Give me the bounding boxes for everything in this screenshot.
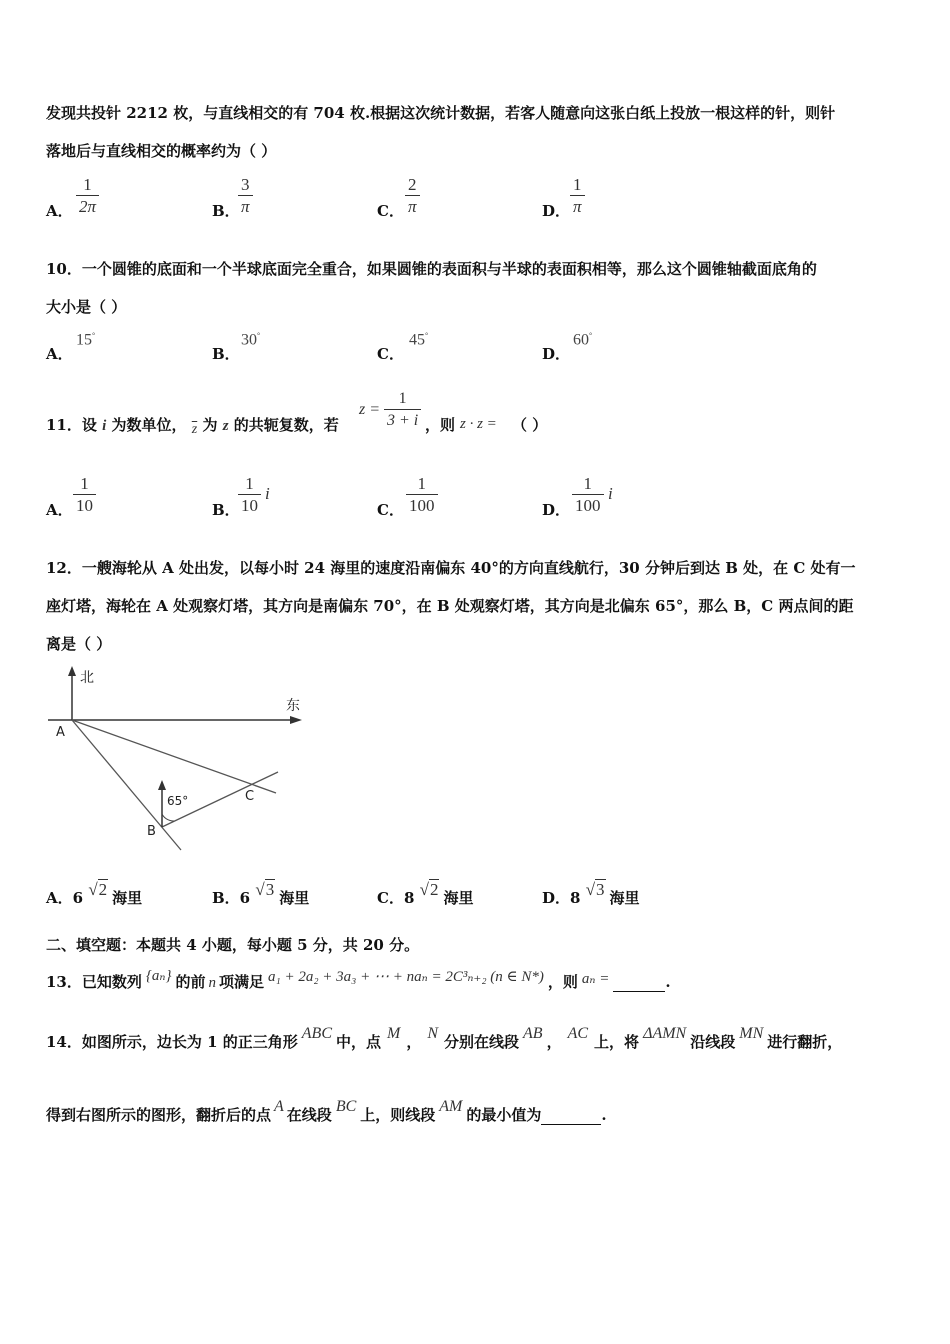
point-c-label: C <box>245 789 255 804</box>
q11-option-b-fraction: $\frac{1}{10}$ <box>238 474 261 517</box>
q9-option-c-label: C． <box>377 202 404 220</box>
sqrt-symbol: √3 <box>255 880 275 899</box>
q11-eq-fraction: $\frac{1}{3 + i}$ <box>384 389 421 432</box>
q11-option-c-fraction: $\frac{1}{100}$ <box>406 474 438 517</box>
q10-option-b-value: 30° <box>241 331 261 349</box>
q11-option-a-fraction: $\frac{1}{10}$ <box>73 474 96 517</box>
q14-answer-blank[interactable] <box>541 1124 601 1125</box>
q12-option-c: C．8 √2 海里 <box>377 880 474 907</box>
east-arrow-icon <box>290 716 302 724</box>
q14-text-line1: 14．如图所示，边长为 1 的正三角形 ABC 中，点 M ， N 分别在线段 AB ， AC 上，将 ΔAMN 沿线段 MN 进行翻折， <box>46 1025 843 1051</box>
q12-text-line3: 离是（ ） <box>46 635 112 653</box>
q13-text: 13．已知数列 {aₙ} 的前 n 项满足 a₁ + 2a₂ + 3a₃ + ⋯ + naₙ = 2C³ₙ₊₂ (n ∈ N*) ，则 aₙ = . <box>46 968 671 991</box>
q11-option-d-suffix: i <box>608 484 613 503</box>
q10-text-line1: 10．一个圆锥的底面和一个半球底面完全重合，如果圆锥的表面积与半球的表面积相等，那么这个圆锥轴截面底角的 <box>46 260 817 278</box>
q9-option-c-fraction: $\frac{2}{\pi}$ <box>405 175 420 218</box>
q11-option-b-label: B． <box>212 501 240 519</box>
q12-option-a: A．6 √2 海里 <box>46 880 143 907</box>
q12-text-line1: 12．一艘海轮从 A 处出发，以每小时 24 海里的速度沿南偏东 40°的方向直线航行，30 分钟后到达 B 处，在 C 处有一 <box>46 559 856 577</box>
q11-option-d-fraction: $\frac{1}{100}$ <box>572 474 604 517</box>
q11-text-then: ，则 <box>425 416 456 434</box>
q12-option-b: B．6 √3 海里 <box>212 880 310 907</box>
q11-paren: （ ） <box>512 416 548 434</box>
q11-product: z · z = <box>460 416 497 432</box>
q10-option-d-label: D． <box>542 345 571 363</box>
q11-option-c-label: C． <box>377 501 404 519</box>
q9-text-line2: 落地后与直线相交的概率约为（ ） <box>46 142 277 160</box>
q10-option-c-value: 45° <box>409 331 429 349</box>
q11-eq-lhs: z = <box>359 401 381 418</box>
sqrt-symbol: √2 <box>419 880 439 899</box>
q11-text: 11．设 i 为数单位， $\overline{z}$ 为 z 的共轭复数，若 <box>46 416 339 437</box>
section2-title: 二、填空题：本题共 4 小题，每小题 5 分，共 20 分。 <box>46 936 420 954</box>
q10-option-c-label: C． <box>377 345 404 363</box>
q9-option-d-fraction: $\frac{1}{\pi}$ <box>570 175 585 218</box>
q14-text-line2: 得到右图所示的图形，翻折后的点 A 在线段 BC 上，则线段 AM 的最小值为 . <box>46 1098 607 1124</box>
sqrt-symbol: √3 <box>585 880 605 899</box>
q12-option-d: D．8 √3 海里 <box>542 880 640 907</box>
sqrt-symbol: √2 <box>88 880 108 899</box>
q12-text-line2: 座灯塔，海轮在 A 处观察灯塔，其方向是南偏东 70°，在 B 处观察灯塔，其方向是北偏东 65°，那么 B，C 两点间的距 <box>46 597 854 615</box>
q10-text-line2: 大小是（ ） <box>46 298 127 316</box>
q9-option-b-label: B． <box>212 202 240 220</box>
q9-text-line1: 发现共投针 2212 枚，与直线相交的有 704 枚.根据这次统计数据，若客人随意向这张白纸上投放一根这样的针，则针 <box>46 104 836 122</box>
q10-option-b-label: B． <box>212 345 240 363</box>
q11-option-b-suffix: i <box>265 484 270 503</box>
north-label: 北 <box>80 670 94 686</box>
q12-navigation-figure <box>40 660 320 855</box>
point-b-label: B <box>147 824 156 839</box>
north-arrow-icon <box>68 666 76 676</box>
q13-answer-blank[interactable] <box>613 991 665 992</box>
q9-option-a-label: A． <box>46 202 73 220</box>
q10-option-a-label: A． <box>46 345 73 363</box>
q9-option-b-fraction: $\frac{3}{\pi}$ <box>238 175 253 218</box>
q11-option-d-label: D． <box>542 501 571 519</box>
q10-option-a-value: 15° <box>76 331 96 349</box>
east-label: 东 <box>286 698 300 714</box>
q9-option-a-fraction: $\frac{1}{2\pi}$ <box>76 175 99 218</box>
q11-option-a-label: A． <box>46 501 73 519</box>
q10-option-d-value: 60° <box>573 331 593 349</box>
q9-option-d-label: D． <box>542 202 571 220</box>
point-a-label: A <box>56 725 65 740</box>
angle-arc <box>162 814 174 821</box>
north-arrow-b-icon <box>158 780 166 790</box>
angle-label: 65° <box>167 794 189 808</box>
